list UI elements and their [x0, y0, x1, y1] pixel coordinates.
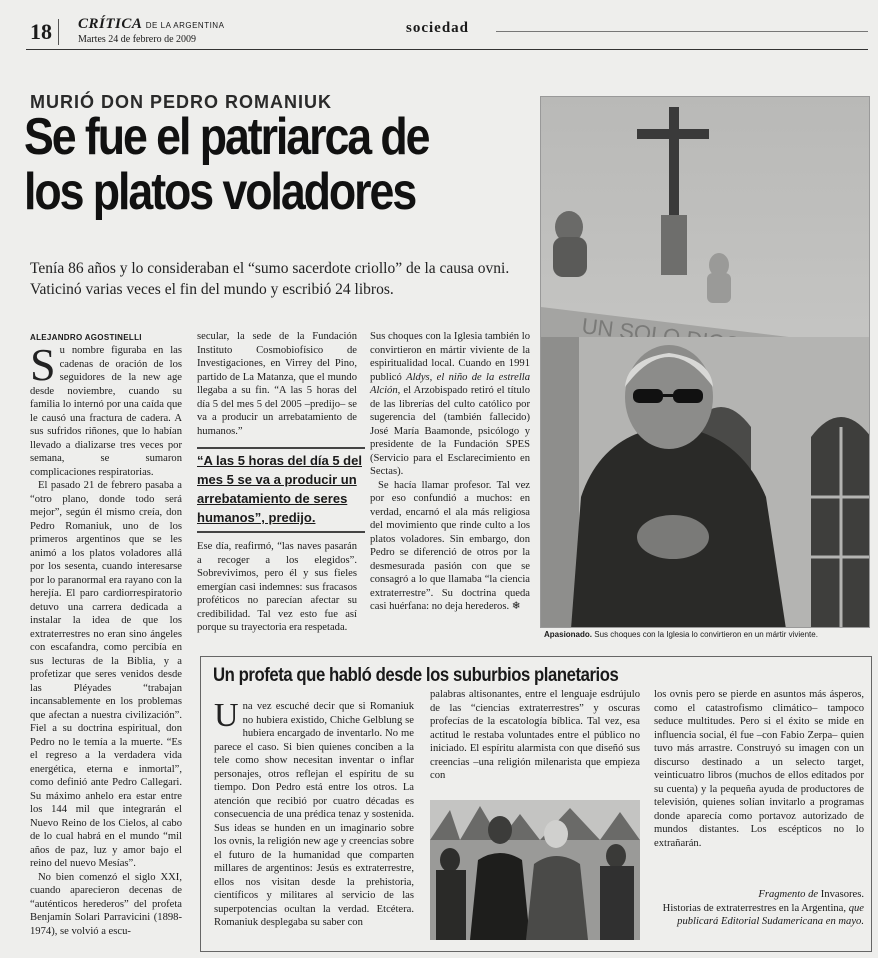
excerpt-credit: Fragmento de Invasores. Historias de extraterrestres en la Argentina, que publicará Editorial Sudamericana en mayo. [662, 889, 864, 927]
end-mark: ❄ [511, 601, 521, 612]
byline: ALEJANDRO AGOSTINELLI [30, 333, 142, 342]
book-title: Aldys, el niño de la estrella Alción [370, 371, 530, 396]
article-deck: Tenía 86 años y lo consideraban el “sumo sacerdote criollo” de la causa ovni. Vaticinó varias veces el fin del mundo y escribió 24 libros. [30, 260, 510, 298]
pull-quote: “A las 5 horas del día 5 del mes 5 se va a producir un arrebatamiento de seres humanos”, predijo. [197, 447, 365, 533]
sidebar-column-3: los ovnis pero se pierde en asuntos más ásperos, como el catastrofismo climático– tampoco seduce multitudes. Pero si el éxito se mide en influencia social, él fue –con Fabio Zerpa– quien tuvo más arrastre. Construyó su imagen con un discurso destinado a un selecto target, veinticuatro libros (muchos de ellos editados por su cuenta) y la pequeña ayuda de productores de televisión, quienes solían invitarlo a programas donde aparecía como portavoz autorizado de mundos distantes. Los escépticos no lo extrañarán. [654, 689, 864, 849]
article-column-2: secular, la sede de la Fundación Instituto Cosmobiofísico de Investigaciones, en Virrey del Pino, partido de La Matanza, que el mundo llegaba a su fin. “A las 5 horas del día 5 del mes 5 del 2005 –predijo– se va a producir un arrebatamiento de humanos.” [197, 331, 357, 437]
page-number: 18 [30, 19, 59, 45]
article-headline: Se fue el patriarca de los platos voladores [24, 108, 429, 221]
sidebar-photo [430, 800, 640, 940]
newspaper-logo: CRÍTICA DE LA ARGENTINA [78, 16, 225, 32]
masthead-rule [496, 31, 868, 32]
issue-date: Martes 24 de febrero de 2009 [78, 34, 197, 45]
sidebar-column-2: palabras altisonantes, entre el lenguaje esdrújulo de las “ciencias extraterrestres” y oscuras profecías de la escatología bíblica. Tal vez, esa actitud le restaba voluntades entre el público no iniciado. El espíritu alarmista con que diseñó sus creencias –una religión milenarista que empieza con [430, 689, 640, 781]
photo-illustration [541, 97, 870, 628]
drop-cap: S [30, 339, 56, 390]
sidebar-drop-cap: U [214, 697, 239, 734]
article-column-1: Su nombre figuraba en las cadenas de oración de los seguidores de la new age desde noviembre, cuando su familia lo internó por una caída que le causó una fractura de cadera. A sus sufridos riñones, que lo habían llevado a dializarse tres veces por semana, se sumaron complicaciones respiratorias. El pasado 21 de febrero pasaba a “otro plano, donde todo será mejor”, según él mismo creía, don Pedro Romaniuk, uno de los primeros argentinos que se les animó a los platos voladores allá por los sesenta, cuando interesarse por lo paranormal era rayano con la herejía. El paro cardiorrespiratorio detuvo una carrera dedicada a instalar la idea de que los extraterrestres no eran sino ángeles con escafandra, como percibía en sus lecturas de la Biblia, y a profetizar que seres venidos desde las Pléyades “trabajan incansablemente en los problemas que afectan a nuestra civilización”. Fiel a su doctrina espiritual, don Pedro no le temía a la muerte. “Es el regreso a la verdadera vida energética, eterna e inmortal”, como definió ante Pedro Callegari. Su máximo anhelo era estar entre los 144 mil que integrarán el Nuevo Reino de los Cielos, al cabo de lo cual habrá en el mundo “mil años de paz, luz y amor bajo el reino del nuevo Mesías”. No bien comenzó el siglo XXI, cuando aparecieron decenas de “auténticos herederos” del profeta Benjamín Solari Parravicini (1898-1974), se volvió a escu- [30, 339, 182, 937]
article-kicker: MURIÓ DON PEDRO ROMANIUK [30, 92, 332, 112]
crowd-illustration [430, 800, 640, 940]
main-photo [540, 96, 870, 628]
section-label: sociedad [406, 20, 470, 36]
sidebar-title: Un profeta que habló desde los suburbios planetarios [213, 665, 619, 686]
masthead [26, 14, 868, 50]
article-column-2-continued: Ese día, reafirmó, “las naves pasarán a recoger a los elegidos”. Sobrevivimos, pero él y sus fieles emergían casi indemnes: sus fracasos proféticos no parecían afectar su credibilidad. Tal vez esto fue así porque su trayectoria era respetada. [197, 541, 357, 633]
article-column-3: Sus choques con la Iglesia también lo convirtieron en mártir viviente de la espiritualidad local. Cuando en 1991 publicó Aldys, el niño de la estrella Alción, el Arzobispado retiró el título de las librerías del culto católico por sugerencia del (también fallecido) José María Baamonde, psicólogo y presidente de la Fundación SPES (Servicio para el Esclarecimiento en Sectas). Se hacía llamar profesor. Tal vez por eso confundió a muchos: en verdad, encarnó el ala más religiosa del movimiento que rinde culto a los platos voladores. Sin embargo, don Pedro se diferenció de otros por la desmesurada pasión con que se consagró a lo que llamaba “la ciencia extraterrestre”. Su doctrina queda casi huérfana: no deja herederos. ❄ [370, 331, 530, 612]
sidebar-column-1: Una vez escuché decir que si Romaniuk no hubiera existido, Chiche Gelblung se hubiera encargado de inventarlo. No me parece el caso. Si bien quienes conciben a la tele como show necesitan inventar o inflar personajes, otros reflejan el espíritu de su tiempo. Don Pedro está entre los otros. La atención que recibió por cuatro décadas es consecuencia de una prédica tenaz y sostenida. Sus ideas se hunden en un imaginario sobre los ovnis, la religión new age y creencias sobre el futuro de la humanidad que comparten millares de argentinos: Jesús es extraterrestre, ellos nos visitan desde la prehistoria, científicos y militares al servicio de las superpotencias ocultan la verdad. Etcétera. Romaniuk desplegaba su saber con [214, 697, 414, 928]
cross-shape [669, 107, 679, 227]
photo-caption: Apasionado. Sus choques con la Iglesia lo convirtieron en un mártir viviente. [544, 630, 818, 639]
